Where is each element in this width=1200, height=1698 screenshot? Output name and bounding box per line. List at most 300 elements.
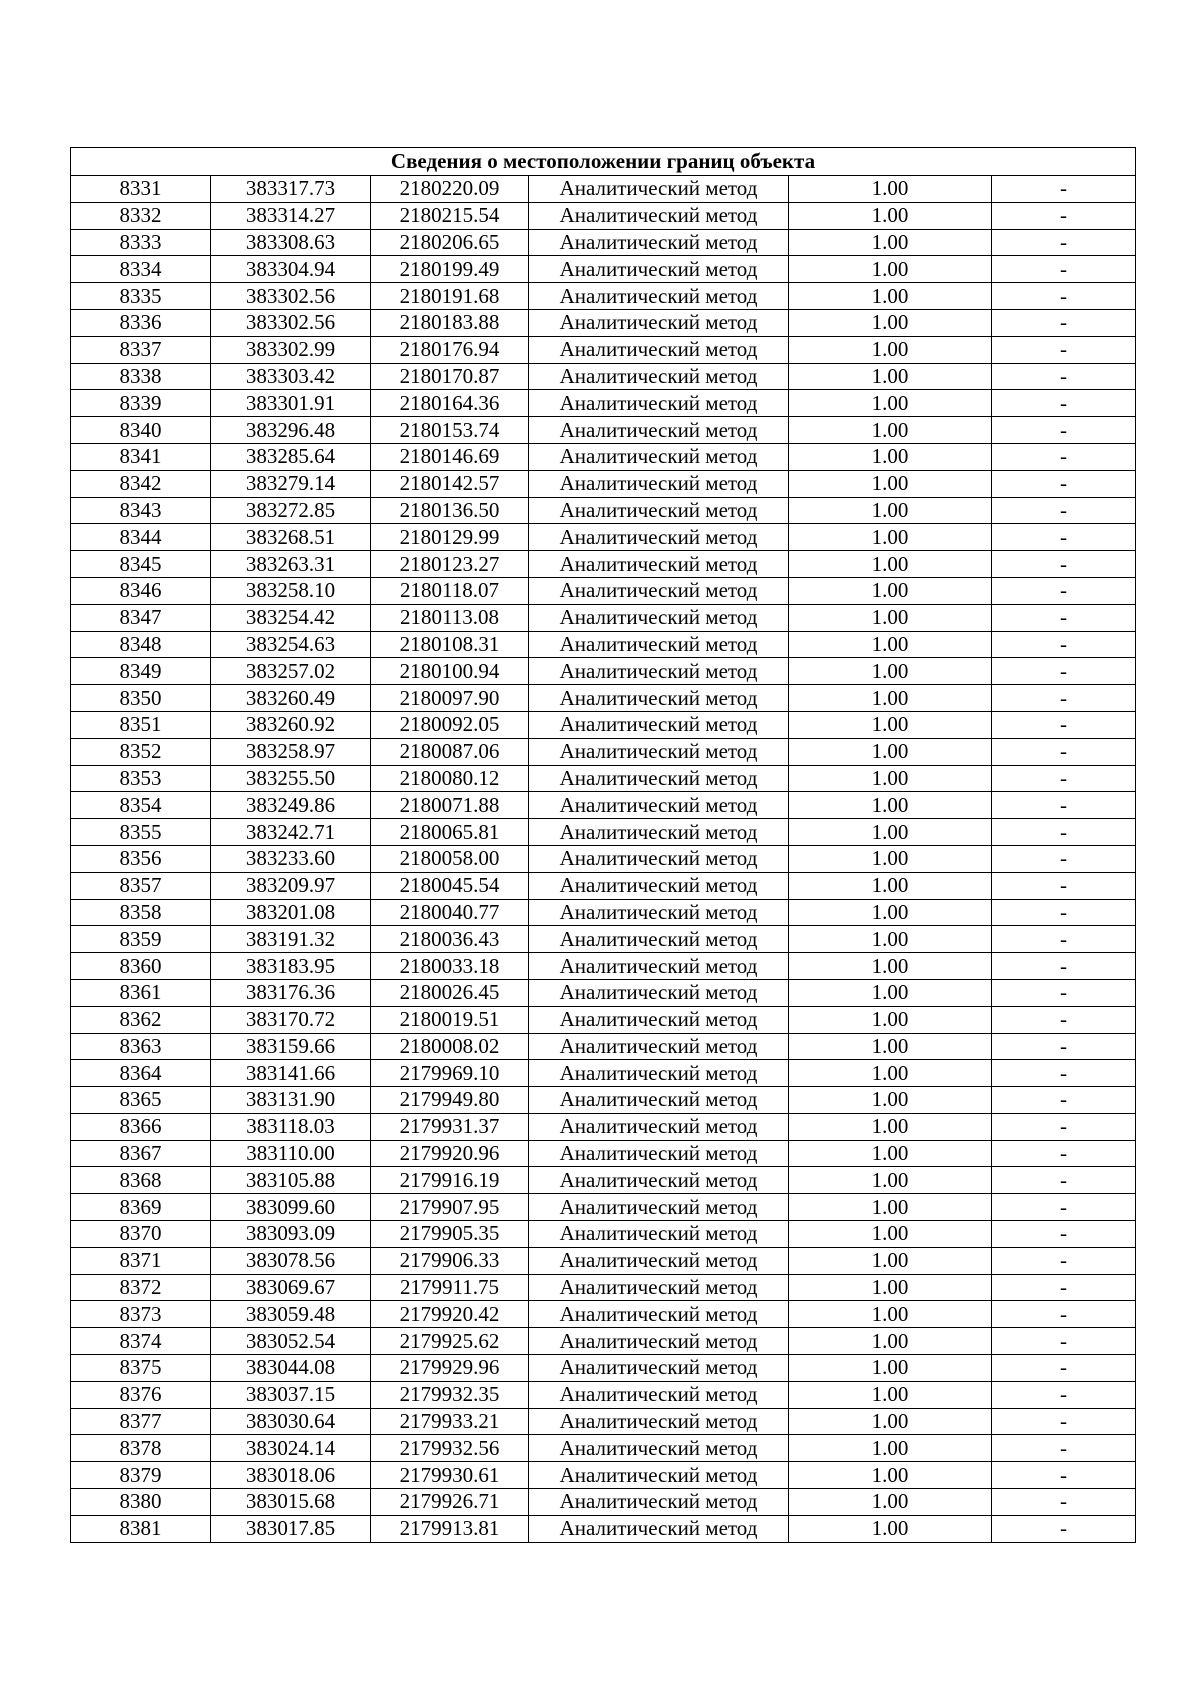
method-cell: Аналитический метод — [529, 417, 789, 444]
table-row — [71, 1194, 1136, 1221]
y-coordinate-cell: 2180058.00 — [371, 845, 529, 872]
method-cell: Аналитический метод — [529, 926, 789, 953]
point-number-cell: 8337 — [71, 336, 211, 363]
accuracy-cell: 1.00 — [789, 229, 992, 256]
y-coordinate-cell: 2179906.33 — [371, 1247, 529, 1274]
description-cell: - — [992, 551, 1136, 578]
accuracy-cell: 1.00 — [789, 604, 992, 631]
x-coordinate-cell: 383131.90 — [211, 1087, 371, 1114]
description-cell: - — [992, 202, 1136, 229]
table-row — [71, 1408, 1136, 1435]
table-row — [71, 1167, 1136, 1194]
table-title: Сведения о местоположении границ объекта — [71, 148, 1136, 176]
method-cell: Аналитический метод — [529, 872, 789, 899]
x-coordinate-cell: 383308.63 — [211, 229, 371, 256]
y-coordinate-cell: 2180097.90 — [371, 685, 529, 712]
x-coordinate-cell: 383183.95 — [211, 953, 371, 980]
accuracy-cell: 1.00 — [789, 417, 992, 444]
method-cell: Аналитический метод — [529, 1381, 789, 1408]
method-cell: Аналитический метод — [529, 497, 789, 524]
accuracy-cell: 1.00 — [789, 1221, 992, 1248]
point-number-cell: 8349 — [71, 658, 211, 685]
accuracy-cell: 1.00 — [789, 979, 992, 1006]
x-coordinate-cell: 383268.51 — [211, 524, 371, 551]
accuracy-cell: 1.00 — [789, 1355, 992, 1382]
table-row — [71, 1381, 1136, 1408]
boundary-table-container — [70, 147, 1135, 1543]
point-number-cell: 8361 — [71, 979, 211, 1006]
method-cell: Аналитический метод — [529, 1355, 789, 1382]
accuracy-cell: 1.00 — [789, 443, 992, 470]
x-coordinate-cell: 383249.86 — [211, 792, 371, 819]
accuracy-cell: 1.00 — [789, 953, 992, 980]
x-coordinate-cell: 383176.36 — [211, 979, 371, 1006]
method-cell: Аналитический метод — [529, 1489, 789, 1516]
method-cell: Аналитический метод — [529, 819, 789, 846]
point-number-cell: 8332 — [71, 202, 211, 229]
y-coordinate-cell: 2180191.68 — [371, 283, 529, 310]
accuracy-cell: 1.00 — [789, 711, 992, 738]
x-coordinate-cell: 383110.00 — [211, 1140, 371, 1167]
method-cell: Аналитический метод — [529, 577, 789, 604]
method-cell: Аналитический метод — [529, 1087, 789, 1114]
method-cell: Аналитический метод — [529, 685, 789, 712]
x-coordinate-cell: 383233.60 — [211, 845, 371, 872]
method-cell: Аналитический метод — [529, 711, 789, 738]
table-row — [71, 765, 1136, 792]
x-coordinate-cell: 383260.49 — [211, 685, 371, 712]
accuracy-cell: 1.00 — [789, 256, 992, 283]
description-cell: - — [992, 1274, 1136, 1301]
y-coordinate-cell: 2180019.51 — [371, 1006, 529, 1033]
description-cell: - — [992, 1489, 1136, 1516]
point-number-cell: 8342 — [71, 470, 211, 497]
x-coordinate-cell: 383059.48 — [211, 1301, 371, 1328]
method-cell: Аналитический метод — [529, 1247, 789, 1274]
description-cell: - — [992, 1167, 1136, 1194]
method-cell: Аналитический метод — [529, 470, 789, 497]
description-cell: - — [992, 1328, 1136, 1355]
description-cell: - — [992, 1087, 1136, 1114]
table-row — [71, 953, 1136, 980]
table-row — [71, 738, 1136, 765]
description-cell: - — [992, 229, 1136, 256]
point-number-cell: 8358 — [71, 899, 211, 926]
method-cell: Аналитический метод — [529, 309, 789, 336]
x-coordinate-cell: 383304.94 — [211, 256, 371, 283]
x-coordinate-cell: 383302.56 — [211, 309, 371, 336]
y-coordinate-cell: 2180146.69 — [371, 443, 529, 470]
accuracy-cell: 1.00 — [789, 1140, 992, 1167]
x-coordinate-cell: 383017.85 — [211, 1515, 371, 1542]
method-cell: Аналитический метод — [529, 229, 789, 256]
x-coordinate-cell: 383258.97 — [211, 738, 371, 765]
point-number-cell: 8366 — [71, 1113, 211, 1140]
y-coordinate-cell: 2180071.88 — [371, 792, 529, 819]
point-number-cell: 8346 — [71, 577, 211, 604]
accuracy-cell: 1.00 — [789, 792, 992, 819]
table-row — [71, 390, 1136, 417]
table-row — [71, 417, 1136, 444]
y-coordinate-cell: 2180040.77 — [371, 899, 529, 926]
y-coordinate-cell: 2179911.75 — [371, 1274, 529, 1301]
description-cell: - — [992, 577, 1136, 604]
table-row — [71, 711, 1136, 738]
accuracy-cell: 1.00 — [789, 1113, 992, 1140]
x-coordinate-cell: 383030.64 — [211, 1408, 371, 1435]
accuracy-cell: 1.00 — [789, 551, 992, 578]
description-cell: - — [992, 309, 1136, 336]
point-number-cell: 8371 — [71, 1247, 211, 1274]
method-cell: Аналитический метод — [529, 1435, 789, 1462]
y-coordinate-cell: 2180142.57 — [371, 470, 529, 497]
table-row — [71, 256, 1136, 283]
description-cell: - — [992, 1221, 1136, 1248]
description-cell: - — [992, 1247, 1136, 1274]
description-cell: - — [992, 711, 1136, 738]
y-coordinate-cell: 2180108.31 — [371, 631, 529, 658]
y-coordinate-cell: 2180008.02 — [371, 1033, 529, 1060]
method-cell: Аналитический метод — [529, 1274, 789, 1301]
table-row — [71, 1140, 1136, 1167]
point-number-cell: 8336 — [71, 309, 211, 336]
table-row — [71, 577, 1136, 604]
accuracy-cell: 1.00 — [789, 1247, 992, 1274]
point-number-cell: 8350 — [71, 685, 211, 712]
y-coordinate-cell: 2180153.74 — [371, 417, 529, 444]
method-cell: Аналитический метод — [529, 524, 789, 551]
table-row — [71, 1462, 1136, 1489]
x-coordinate-cell: 383141.66 — [211, 1060, 371, 1087]
point-number-cell: 8356 — [71, 845, 211, 872]
x-coordinate-cell: 383255.50 — [211, 765, 371, 792]
table-row — [71, 497, 1136, 524]
y-coordinate-cell: 2179913.81 — [371, 1515, 529, 1542]
x-coordinate-cell: 383170.72 — [211, 1006, 371, 1033]
x-coordinate-cell: 383272.85 — [211, 497, 371, 524]
table-row — [71, 1328, 1136, 1355]
accuracy-cell: 1.00 — [789, 738, 992, 765]
method-cell: Аналитический метод — [529, 443, 789, 470]
description-cell: - — [992, 443, 1136, 470]
point-number-cell: 8331 — [71, 176, 211, 203]
table-row — [71, 202, 1136, 229]
table-row — [71, 1087, 1136, 1114]
accuracy-cell: 1.00 — [789, 1462, 992, 1489]
table-row — [71, 1489, 1136, 1516]
table-row — [71, 309, 1136, 336]
accuracy-cell: 1.00 — [789, 845, 992, 872]
accuracy-cell: 1.00 — [789, 1167, 992, 1194]
y-coordinate-cell: 2179920.96 — [371, 1140, 529, 1167]
description-cell: - — [992, 1301, 1136, 1328]
method-cell: Аналитический метод — [529, 604, 789, 631]
point-number-cell: 8359 — [71, 926, 211, 953]
point-number-cell: 8375 — [71, 1355, 211, 1382]
description-cell: - — [992, 176, 1136, 203]
y-coordinate-cell: 2179932.56 — [371, 1435, 529, 1462]
description-cell: - — [992, 336, 1136, 363]
x-coordinate-cell: 383263.31 — [211, 551, 371, 578]
description-cell: - — [992, 765, 1136, 792]
point-number-cell: 8370 — [71, 1221, 211, 1248]
method-cell: Аналитический метод — [529, 176, 789, 203]
point-number-cell: 8372 — [71, 1274, 211, 1301]
method-cell: Аналитический метод — [529, 336, 789, 363]
accuracy-cell: 1.00 — [789, 926, 992, 953]
table-body — [71, 176, 1136, 1543]
accuracy-cell: 1.00 — [789, 1489, 992, 1516]
x-coordinate-cell: 383260.92 — [211, 711, 371, 738]
table-row — [71, 1221, 1136, 1248]
description-cell: - — [992, 470, 1136, 497]
description-cell: - — [992, 1060, 1136, 1087]
x-coordinate-cell: 383254.42 — [211, 604, 371, 631]
table-row — [71, 631, 1136, 658]
table-row — [71, 229, 1136, 256]
point-number-cell: 8348 — [71, 631, 211, 658]
x-coordinate-cell: 383302.56 — [211, 283, 371, 310]
accuracy-cell: 1.00 — [789, 309, 992, 336]
point-number-cell: 8381 — [71, 1515, 211, 1542]
table-row — [71, 283, 1136, 310]
point-number-cell: 8345 — [71, 551, 211, 578]
accuracy-cell: 1.00 — [789, 283, 992, 310]
method-cell: Аналитический метод — [529, 1033, 789, 1060]
point-number-cell: 8376 — [71, 1381, 211, 1408]
x-coordinate-cell: 383159.66 — [211, 1033, 371, 1060]
table-row — [71, 524, 1136, 551]
point-number-cell: 8333 — [71, 229, 211, 256]
table-row — [71, 470, 1136, 497]
table-caption-row — [71, 148, 1136, 176]
y-coordinate-cell: 2179949.80 — [371, 1087, 529, 1114]
accuracy-cell: 1.00 — [789, 1087, 992, 1114]
description-cell: - — [992, 417, 1136, 444]
accuracy-cell: 1.00 — [789, 390, 992, 417]
accuracy-cell: 1.00 — [789, 1381, 992, 1408]
table-row — [71, 604, 1136, 631]
x-coordinate-cell: 383037.15 — [211, 1381, 371, 1408]
accuracy-cell: 1.00 — [789, 1515, 992, 1542]
y-coordinate-cell: 2180113.08 — [371, 604, 529, 631]
description-cell: - — [992, 256, 1136, 283]
method-cell: Аналитический метод — [529, 631, 789, 658]
point-number-cell: 8334 — [71, 256, 211, 283]
y-coordinate-cell: 2180220.09 — [371, 176, 529, 203]
description-cell: - — [992, 1140, 1136, 1167]
y-coordinate-cell: 2179930.61 — [371, 1462, 529, 1489]
table-row — [71, 845, 1136, 872]
point-number-cell: 8343 — [71, 497, 211, 524]
table-row — [71, 1033, 1136, 1060]
y-coordinate-cell: 2179969.10 — [371, 1060, 529, 1087]
point-number-cell: 8374 — [71, 1328, 211, 1355]
description-cell: - — [992, 1381, 1136, 1408]
method-cell: Аналитический метод — [529, 658, 789, 685]
point-number-cell: 8365 — [71, 1087, 211, 1114]
method-cell: Аналитический метод — [529, 1113, 789, 1140]
table-row — [71, 899, 1136, 926]
description-cell: - — [992, 283, 1136, 310]
y-coordinate-cell: 2180045.54 — [371, 872, 529, 899]
table-row — [71, 1113, 1136, 1140]
point-number-cell: 8362 — [71, 1006, 211, 1033]
point-number-cell: 8351 — [71, 711, 211, 738]
point-number-cell: 8355 — [71, 819, 211, 846]
y-coordinate-cell: 2180080.12 — [371, 765, 529, 792]
accuracy-cell: 1.00 — [789, 1006, 992, 1033]
y-coordinate-cell: 2180183.88 — [371, 309, 529, 336]
method-cell: Аналитический метод — [529, 1328, 789, 1355]
point-number-cell: 8378 — [71, 1435, 211, 1462]
description-cell: - — [992, 953, 1136, 980]
accuracy-cell: 1.00 — [789, 1435, 992, 1462]
x-coordinate-cell: 383044.08 — [211, 1355, 371, 1382]
description-cell: - — [992, 1006, 1136, 1033]
y-coordinate-cell: 2180036.43 — [371, 926, 529, 953]
y-coordinate-cell: 2179931.37 — [371, 1113, 529, 1140]
method-cell: Аналитический метод — [529, 899, 789, 926]
x-coordinate-cell: 383093.09 — [211, 1221, 371, 1248]
x-coordinate-cell: 383301.91 — [211, 390, 371, 417]
y-coordinate-cell: 2180065.81 — [371, 819, 529, 846]
description-cell: - — [992, 1355, 1136, 1382]
y-coordinate-cell: 2180136.50 — [371, 497, 529, 524]
x-coordinate-cell: 383257.02 — [211, 658, 371, 685]
x-coordinate-cell: 383201.08 — [211, 899, 371, 926]
method-cell: Аналитический метод — [529, 363, 789, 390]
table-row — [71, 1247, 1136, 1274]
x-coordinate-cell: 383317.73 — [211, 176, 371, 203]
accuracy-cell: 1.00 — [789, 1033, 992, 1060]
method-cell: Аналитический метод — [529, 765, 789, 792]
y-coordinate-cell: 2180164.36 — [371, 390, 529, 417]
table-row — [71, 1060, 1136, 1087]
y-coordinate-cell: 2179933.21 — [371, 1408, 529, 1435]
method-cell: Аналитический метод — [529, 1462, 789, 1489]
description-cell: - — [992, 926, 1136, 953]
y-coordinate-cell: 2179929.96 — [371, 1355, 529, 1382]
x-coordinate-cell: 383078.56 — [211, 1247, 371, 1274]
table-row — [71, 336, 1136, 363]
method-cell: Аналитический метод — [529, 953, 789, 980]
y-coordinate-cell: 2180199.49 — [371, 256, 529, 283]
table-row — [71, 1515, 1136, 1542]
method-cell: Аналитический метод — [529, 256, 789, 283]
point-number-cell: 8353 — [71, 765, 211, 792]
method-cell: Аналитический метод — [529, 1408, 789, 1435]
description-cell: - — [992, 363, 1136, 390]
accuracy-cell: 1.00 — [789, 872, 992, 899]
x-coordinate-cell: 383302.99 — [211, 336, 371, 363]
table-row — [71, 363, 1136, 390]
table-row — [71, 1301, 1136, 1328]
accuracy-cell: 1.00 — [789, 899, 992, 926]
method-cell: Аналитический метод — [529, 1301, 789, 1328]
point-number-cell: 8368 — [71, 1167, 211, 1194]
x-coordinate-cell: 383191.32 — [211, 926, 371, 953]
accuracy-cell: 1.00 — [789, 176, 992, 203]
accuracy-cell: 1.00 — [789, 631, 992, 658]
table-row — [71, 443, 1136, 470]
description-cell: - — [992, 845, 1136, 872]
point-number-cell: 8338 — [71, 363, 211, 390]
description-cell: - — [992, 1033, 1136, 1060]
description-cell: - — [992, 1462, 1136, 1489]
x-coordinate-cell: 383258.10 — [211, 577, 371, 604]
point-number-cell: 8357 — [71, 872, 211, 899]
accuracy-cell: 1.00 — [789, 819, 992, 846]
x-coordinate-cell: 383285.64 — [211, 443, 371, 470]
y-coordinate-cell: 2180215.54 — [371, 202, 529, 229]
accuracy-cell: 1.00 — [789, 1408, 992, 1435]
description-cell: - — [992, 899, 1136, 926]
table-row — [71, 819, 1136, 846]
accuracy-cell: 1.00 — [789, 202, 992, 229]
method-cell: Аналитический метод — [529, 1140, 789, 1167]
description-cell: - — [992, 1515, 1136, 1542]
point-number-cell: 8360 — [71, 953, 211, 980]
x-coordinate-cell: 383314.27 — [211, 202, 371, 229]
method-cell: Аналитический метод — [529, 1221, 789, 1248]
table-row — [71, 685, 1136, 712]
method-cell: Аналитический метод — [529, 792, 789, 819]
point-number-cell: 8352 — [71, 738, 211, 765]
accuracy-cell: 1.00 — [789, 524, 992, 551]
method-cell: Аналитический метод — [529, 1194, 789, 1221]
y-coordinate-cell: 2180033.18 — [371, 953, 529, 980]
table-row — [71, 176, 1136, 203]
x-coordinate-cell: 383105.88 — [211, 1167, 371, 1194]
table-row — [71, 926, 1136, 953]
table-row — [71, 1274, 1136, 1301]
description-cell: - — [992, 1435, 1136, 1462]
table-row — [71, 792, 1136, 819]
x-coordinate-cell: 383254.63 — [211, 631, 371, 658]
point-number-cell: 8354 — [71, 792, 211, 819]
description-cell: - — [992, 631, 1136, 658]
y-coordinate-cell: 2180100.94 — [371, 658, 529, 685]
point-number-cell: 8344 — [71, 524, 211, 551]
x-coordinate-cell: 383099.60 — [211, 1194, 371, 1221]
y-coordinate-cell: 2179932.35 — [371, 1381, 529, 1408]
accuracy-cell: 1.00 — [789, 1194, 992, 1221]
method-cell: Аналитический метод — [529, 979, 789, 1006]
y-coordinate-cell: 2179907.95 — [371, 1194, 529, 1221]
method-cell: Аналитический метод — [529, 1060, 789, 1087]
y-coordinate-cell: 2179916.19 — [371, 1167, 529, 1194]
accuracy-cell: 1.00 — [789, 765, 992, 792]
description-cell: - — [992, 1194, 1136, 1221]
point-number-cell: 8341 — [71, 443, 211, 470]
method-cell: Аналитический метод — [529, 845, 789, 872]
method-cell: Аналитический метод — [529, 738, 789, 765]
x-coordinate-cell: 383024.14 — [211, 1435, 371, 1462]
accuracy-cell: 1.00 — [789, 685, 992, 712]
table-row — [71, 1006, 1136, 1033]
y-coordinate-cell: 2180123.27 — [371, 551, 529, 578]
y-coordinate-cell: 2180170.87 — [371, 363, 529, 390]
description-cell: - — [992, 872, 1136, 899]
description-cell: - — [992, 658, 1136, 685]
y-coordinate-cell: 2179925.62 — [371, 1328, 529, 1355]
point-number-cell: 8379 — [71, 1462, 211, 1489]
y-coordinate-cell: 2180118.07 — [371, 577, 529, 604]
y-coordinate-cell: 2179926.71 — [371, 1489, 529, 1516]
description-cell: - — [992, 738, 1136, 765]
accuracy-cell: 1.00 — [789, 1274, 992, 1301]
